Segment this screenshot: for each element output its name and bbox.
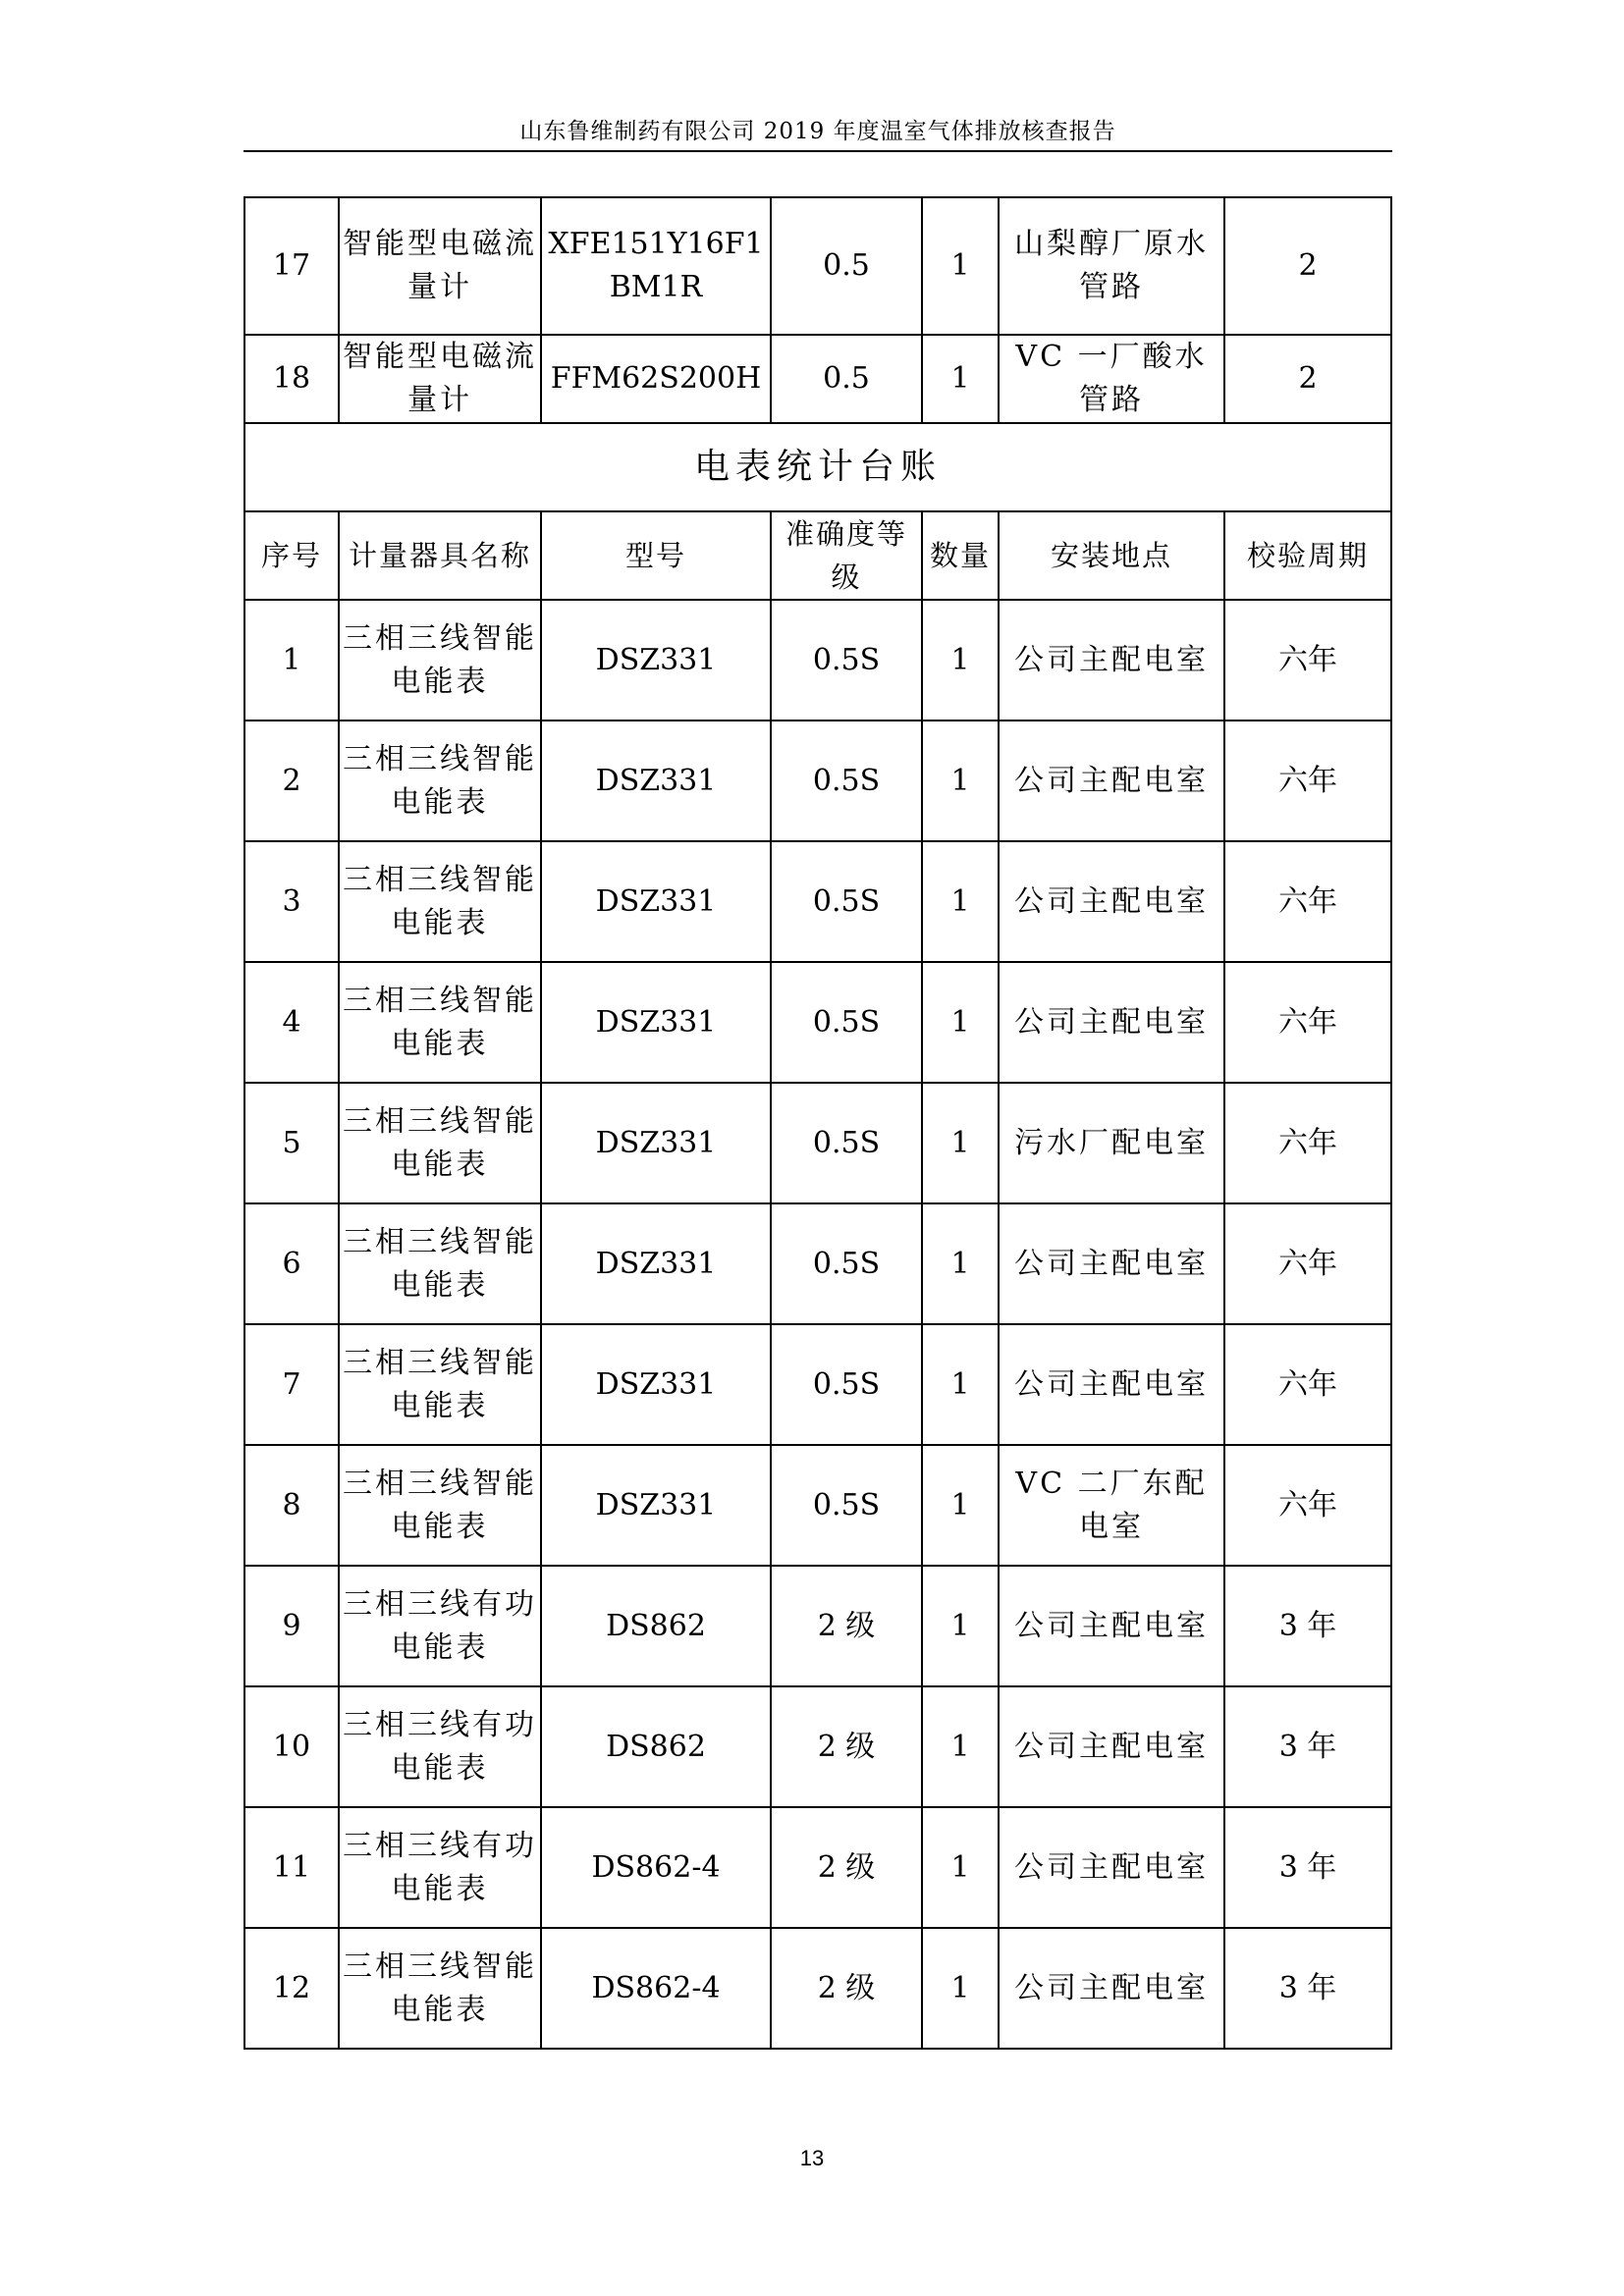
cell-model: DSZ331 (541, 1083, 771, 1203)
cell-qty: 1 (922, 1324, 999, 1445)
column-header: 准确度等级 (771, 511, 922, 600)
cell-seq: 18 (244, 335, 339, 423)
cell-location: 公司主配电室 (999, 841, 1224, 962)
cell-name: 三相三线有功电能表 (339, 1566, 541, 1686)
cell-model: DSZ331 (541, 962, 771, 1083)
cell-location: VC 二厂东配电室 (999, 1445, 1224, 1566)
table-row (244, 335, 1391, 423)
cell-model: DS862-4 (541, 1807, 771, 1928)
column-header: 序号 (244, 511, 339, 600)
cell-accuracy: 0.5 (771, 335, 922, 423)
table-row (244, 197, 1391, 335)
cell-seq: 8 (244, 1445, 339, 1566)
cell-seq: 1 (244, 600, 339, 721)
cell-location: 公司主配电室 (999, 721, 1224, 841)
cell-accuracy: 0.5S (771, 1203, 922, 1324)
cell-qty: 1 (922, 335, 999, 423)
cell-accuracy: 0.5S (771, 1445, 922, 1566)
cell-accuracy: 2 级 (771, 1928, 922, 2049)
flowmeter-rows (244, 197, 1391, 600)
cell-name: 三相三线智能电能表 (339, 1445, 541, 1566)
cell-location: 山梨醇厂原水管路 (999, 197, 1224, 335)
cell-accuracy: 2 级 (771, 1686, 922, 1807)
table-row (244, 962, 1391, 1083)
cell-seq: 17 (244, 197, 339, 335)
cell-period: 六年 (1224, 1083, 1391, 1203)
cell-name: 智能型电磁流量计 (339, 197, 541, 335)
table-row (244, 1203, 1391, 1324)
column-header: 数量 (922, 511, 999, 600)
table-row (244, 1566, 1391, 1686)
column-header: 安装地点 (999, 511, 1224, 600)
cell-period: 六年 (1224, 1445, 1391, 1566)
cell-name: 三相三线智能电能表 (339, 1083, 541, 1203)
cell-seq: 4 (244, 962, 339, 1083)
cell-qty: 1 (922, 1807, 999, 1928)
cell-model: DSZ331 (541, 600, 771, 721)
cell-location: 公司主配电室 (999, 1324, 1224, 1445)
cell-period: 六年 (1224, 1324, 1391, 1445)
cell-location: VC 一厂酸水管路 (999, 335, 1224, 423)
cell-accuracy: 0.5S (771, 841, 922, 962)
cell-accuracy: 0.5S (771, 962, 922, 1083)
page-number: 13 (799, 2146, 825, 2170)
cell-qty: 1 (922, 841, 999, 962)
cell-accuracy: 0.5S (771, 1324, 922, 1445)
cell-location: 公司主配电室 (999, 600, 1224, 721)
section-title-row (244, 423, 1391, 511)
column-header: 校验周期 (1224, 511, 1391, 600)
cell-period: 2 (1224, 335, 1391, 423)
meter-ledger-table (244, 196, 1392, 2050)
cell-accuracy: 0.5S (771, 600, 922, 721)
cell-period: 3 年 (1224, 1928, 1391, 2049)
header-rule (244, 150, 1392, 152)
cell-period: 六年 (1224, 600, 1391, 721)
cell-name: 三相三线智能电能表 (339, 721, 541, 841)
cell-qty: 1 (922, 600, 999, 721)
table-row (244, 1445, 1391, 1566)
cell-accuracy: 0.5S (771, 721, 922, 841)
cell-location: 公司主配电室 (999, 1928, 1224, 2049)
section-title: 电表统计台账 (244, 423, 1391, 511)
cell-seq: 5 (244, 1083, 339, 1203)
page-header: 山东鲁维制药有限公司 2019 年度温室气体排放核查报告 (519, 119, 1116, 144)
column-header: 型号 (541, 511, 771, 600)
cell-qty: 1 (922, 1566, 999, 1686)
cell-qty: 1 (922, 962, 999, 1083)
cell-period: 3 年 (1224, 1686, 1391, 1807)
table-row (244, 1324, 1391, 1445)
cell-seq: 10 (244, 1686, 339, 1807)
cell-seq: 2 (244, 721, 339, 841)
cell-period: 六年 (1224, 962, 1391, 1083)
cell-qty: 1 (922, 1083, 999, 1203)
cell-model: DS862 (541, 1686, 771, 1807)
cell-location: 公司主配电室 (999, 1203, 1224, 1324)
table-row (244, 721, 1391, 841)
cell-name: 三相三线智能电能表 (339, 600, 541, 721)
cell-model: DSZ331 (541, 721, 771, 841)
column-header-row (244, 511, 1391, 600)
cell-accuracy: 2 级 (771, 1807, 922, 1928)
cell-accuracy: 0.5S (771, 1083, 922, 1203)
cell-seq: 3 (244, 841, 339, 962)
cell-seq: 12 (244, 1928, 339, 2049)
cell-seq: 9 (244, 1566, 339, 1686)
cell-model: DSZ331 (541, 1324, 771, 1445)
cell-seq: 7 (244, 1324, 339, 1445)
table-row (244, 1686, 1391, 1807)
cell-period: 2 (1224, 197, 1391, 335)
cell-name: 智能型电磁流量计 (339, 335, 541, 423)
cell-qty: 1 (922, 1445, 999, 1566)
cell-location: 污水厂配电室 (999, 1083, 1224, 1203)
cell-location: 公司主配电室 (999, 1807, 1224, 1928)
cell-model: FFM62S200H (541, 335, 771, 423)
table-row (244, 1928, 1391, 2049)
cell-model: DS862 (541, 1566, 771, 1686)
cell-name: 三相三线智能电能表 (339, 1324, 541, 1445)
cell-qty: 1 (922, 1203, 999, 1324)
cell-seq: 11 (244, 1807, 339, 1928)
table-row (244, 1083, 1391, 1203)
cell-location: 公司主配电室 (999, 1566, 1224, 1686)
cell-name: 三相三线智能电能表 (339, 841, 541, 962)
cell-model: XFE151Y16F1BM1R (541, 197, 771, 335)
cell-accuracy: 0.5 (771, 197, 922, 335)
cell-accuracy: 2 级 (771, 1566, 922, 1686)
meter-rows (244, 600, 1391, 2049)
cell-period: 六年 (1224, 1203, 1391, 1324)
cell-model: DSZ331 (541, 841, 771, 962)
cell-qty: 1 (922, 197, 999, 335)
cell-qty: 1 (922, 1928, 999, 2049)
cell-seq: 6 (244, 1203, 339, 1324)
cell-name: 三相三线智能电能表 (339, 962, 541, 1083)
cell-model: DSZ331 (541, 1203, 771, 1324)
cell-name: 三相三线有功电能表 (339, 1807, 541, 1928)
cell-qty: 1 (922, 1686, 999, 1807)
cell-period: 六年 (1224, 841, 1391, 962)
cell-name: 三相三线有功电能表 (339, 1686, 541, 1807)
cell-qty: 1 (922, 721, 999, 841)
cell-model: DS862-4 (541, 1928, 771, 2049)
table-row (244, 1807, 1391, 1928)
table-row (244, 841, 1391, 962)
cell-model: DSZ331 (541, 1445, 771, 1566)
cell-name: 三相三线智能电能表 (339, 1928, 541, 2049)
cell-period: 3 年 (1224, 1566, 1391, 1686)
table-row (244, 600, 1391, 721)
cell-period: 六年 (1224, 721, 1391, 841)
cell-location: 公司主配电室 (999, 962, 1224, 1083)
cell-period: 3 年 (1224, 1807, 1391, 1928)
cell-name: 三相三线智能电能表 (339, 1203, 541, 1324)
column-header: 计量器具名称 (339, 511, 541, 600)
cell-location: 公司主配电室 (999, 1686, 1224, 1807)
